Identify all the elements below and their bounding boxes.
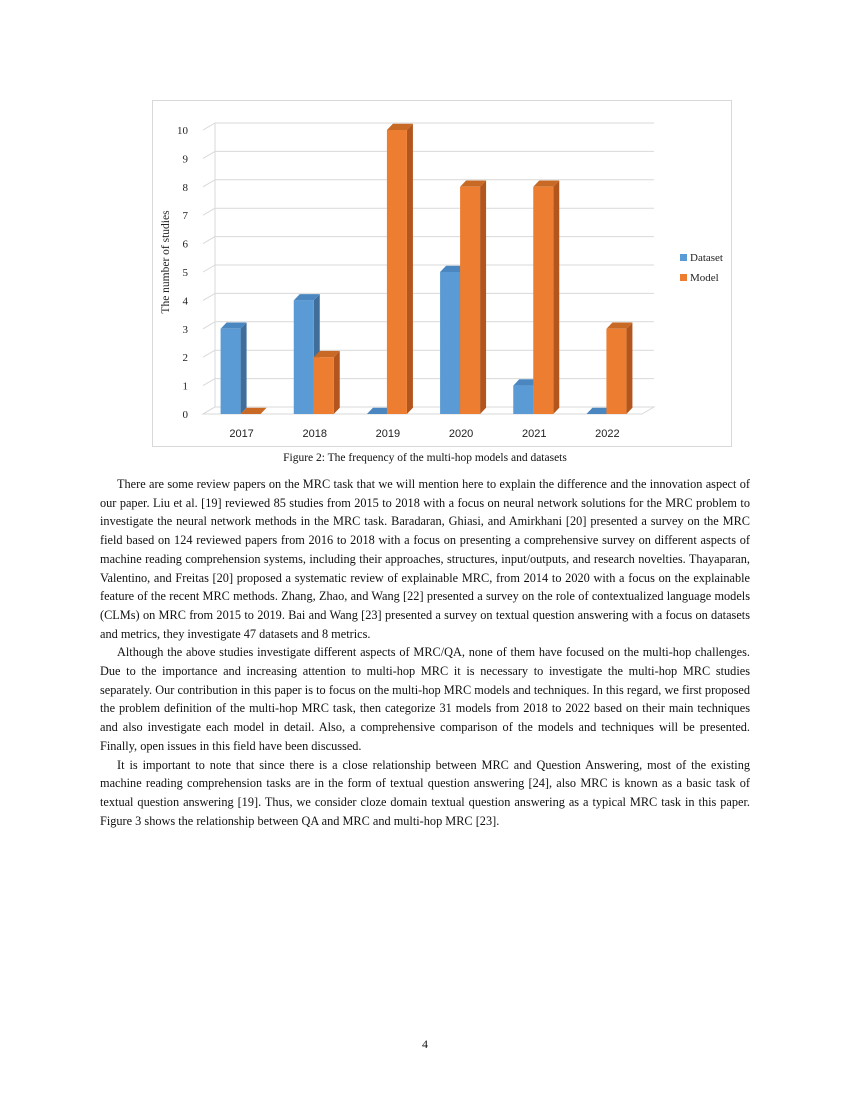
paragraph: There are some review papers on the MRC task that we will mention here to explain the difference and the innovation aspect of our paper. Liu et al. [19] reviewed 85 studies from 2015 to 2018 with a focus on neural network solutions for the MRC problem to investigate the neural network methods in the MRC task. Baradaran, Ghiasi, and Amirkhani [20] presented a survey on the MRC field based on 124 reviewed papers from 2016 to 2018 with a focus on presenting a comprehensive survey on different aspects of machine reading comprehension systems, including their approaches, structures, input/outputs, and research novelties. Thayaparan, Valentino, and Freitas [20] proposed a systematic review of explainable MRC, from 2014 to 2020 with a focus on the explainable feature of the recent MRC methods. Zhang, Zhao, and Wang [22] presented a survey on the role of contextualized language models (CLMs) on MRC from 2015 to 2019. Bai and Wang [23] presented a survey on textual question answering with a focus on datasets and metrics, they investigate 47 datasets and 8 metrics.	[100, 477, 750, 641]
bar-side	[334, 351, 340, 414]
y-axis-label: The number of studies	[160, 210, 172, 314]
legend-swatch-dataset	[680, 254, 687, 261]
gridline-depth	[203, 180, 215, 187]
gridline-depth	[203, 208, 215, 215]
y-tick-label: 9	[182, 153, 188, 166]
gridline-depth	[203, 322, 215, 329]
bar-dataset	[221, 329, 241, 414]
paragraph: Although the above studies investigate different aspects of MRC/QA, none of them have focused on the multi-hop challenges. Due to the importance and increasing attention to multi-hop MRC it is necessary to investigate the multi-hop MRC studies separately. Our contribution in this paper is to focus on the multi-hop MRC models and techniques. In this regard, we first proposed the problem definition of the multi-hop MRC task, then categorize 31 models from 2018 to 2022 based on their main techniques and also investigate each model in detail. Also, a comprehensive comparison of the models and techniques will be presented. Finally, open issues in this field have been discussed.	[100, 645, 750, 753]
legend-label: Model	[690, 272, 719, 284]
bar-dataset	[513, 386, 533, 414]
chart-container	[152, 100, 732, 447]
x-tick-label: 2020	[448, 428, 474, 440]
y-tick-label: 1	[182, 380, 188, 393]
paragraph: It is important to note that since there is a close relationship between MRC and Question Answering, most of the existing machine reading comprehension tasks are in the form of textual question answering [24], also MRC is known as a basic task of textual question answering [19]. Thus, we consider cloze domain textual question answering as a typical MRC task in this paper. Figure 3 shows the relationship between QA and MRC and multi-hop MRC [23].	[100, 757, 750, 828]
y-tick-label: 5	[182, 267, 188, 279]
gridline-depth	[203, 293, 215, 300]
gridline-depth	[203, 265, 215, 272]
body-text	[100, 475, 750, 830]
x-tick-label: 2021	[522, 428, 547, 440]
gridline-depth	[203, 237, 215, 244]
bar-model	[533, 187, 553, 414]
gridline-depth	[203, 379, 215, 386]
y-tick-label: 4	[182, 295, 188, 308]
bar-dataset	[294, 300, 314, 414]
x-tick-label: 2022	[595, 428, 620, 440]
y-tick-label: 10	[177, 125, 188, 137]
x-tick-label: 2018	[302, 428, 327, 440]
floor	[203, 407, 654, 414]
bar-side	[241, 323, 247, 415]
bar-model	[460, 187, 480, 414]
bar-side	[407, 124, 413, 414]
bar-model	[387, 130, 407, 414]
bar-chart	[153, 101, 733, 448]
legend-label: Dataset	[690, 252, 723, 264]
y-tick-label: 6	[182, 238, 188, 251]
bar-dataset	[440, 272, 460, 414]
x-tick-label: 2019	[375, 428, 401, 440]
bar-model	[314, 357, 334, 414]
gridline-depth	[203, 350, 215, 357]
y-tick-label: 3	[182, 323, 188, 336]
bar-side	[480, 181, 486, 415]
y-tick-label: 0	[182, 409, 188, 421]
y-tick-label: 7	[182, 210, 188, 223]
bar-model	[606, 329, 626, 414]
y-tick-label: 8	[182, 181, 188, 194]
gridline-depth	[203, 151, 215, 158]
x-tick-label: 2017	[229, 428, 254, 440]
legend-swatch-model	[680, 274, 687, 281]
page-number: 4	[422, 1037, 428, 1051]
bar-side	[553, 181, 559, 415]
bar-side	[626, 323, 632, 415]
gridline-depth	[203, 123, 215, 130]
figure-caption: Figure 2: The frequency of the multi-hop models and datasets	[283, 452, 567, 464]
y-tick-label: 2	[182, 352, 188, 365]
